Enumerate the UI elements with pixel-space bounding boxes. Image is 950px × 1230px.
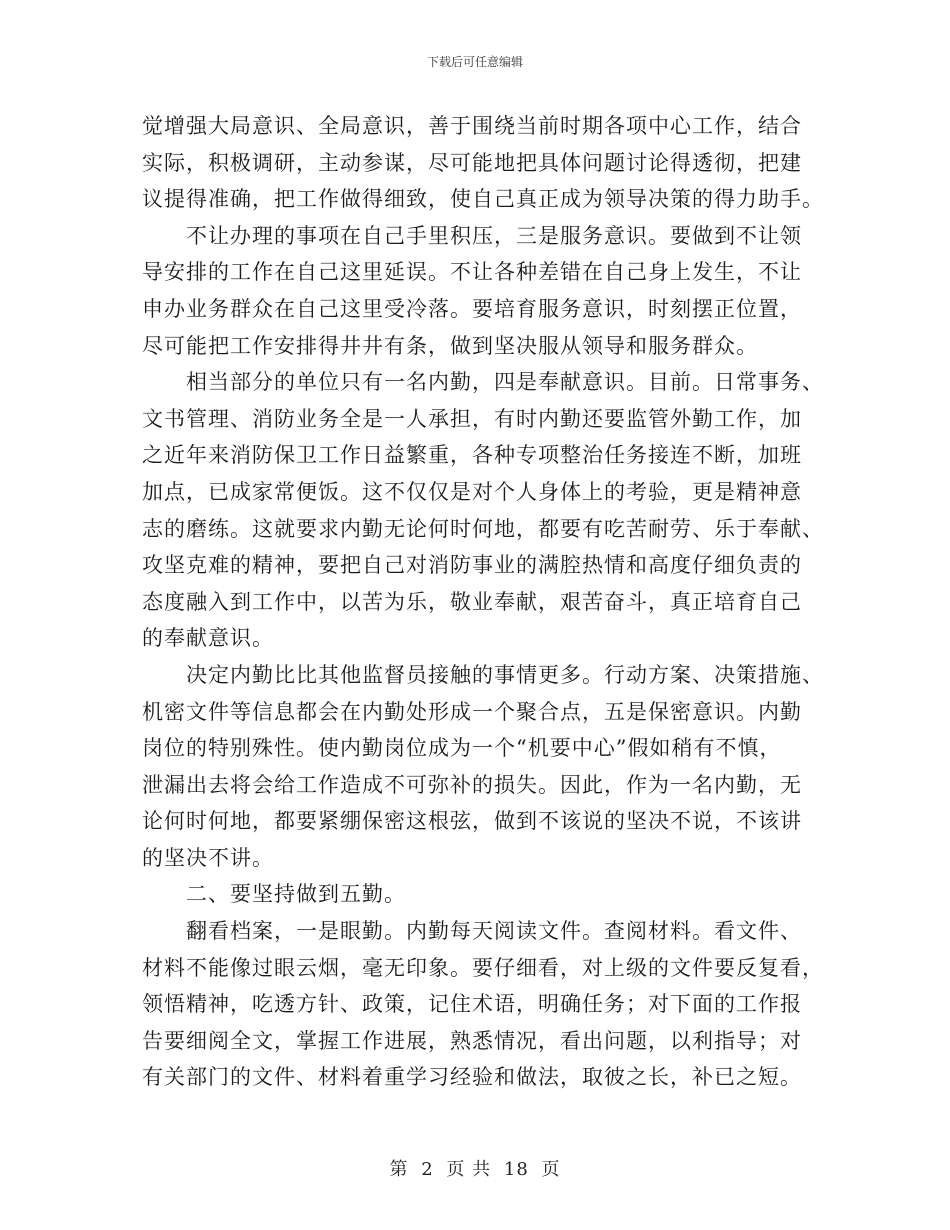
body-text (142, 108, 824, 1096)
text-line: 材料不能像过眼云烟，毫无印象。要仔细看，对上级的文件要反复看， (142, 955, 824, 980)
text-line: 攻坚克难的精神，要把自己对消防事业的满腔热情和高度仔细负责的 (142, 553, 802, 578)
text-line: 加点，已成家常便饭。这不仅仅是对个人身体上的考验，更是精神意 (142, 479, 802, 504)
footer-middle: 页 共 (446, 1159, 492, 1180)
page-number: 2 (421, 1159, 434, 1180)
text-line: 申办业务群众在自己这里受冷落。要培育服务意识，时刻摆正位置， (142, 296, 802, 321)
text-line: 导安排的工作在自己这里延误。不让各种差错在自己身上发生，不让 (142, 260, 802, 285)
text-line: 的奉献意识。 (142, 626, 274, 651)
text-line: 觉增强大局意识、全局意识，善于围绕当前时期各项中心工作，结合 (142, 114, 802, 138)
text-line: 实际，积极调研，主动参谋，尽可能地把具体问题讨论得透彻，把建 (142, 150, 802, 175)
text-line: 决定内勤比比其他监督员接触的事情更多。行动方案、决策措施、 (142, 662, 824, 687)
text-line: 态度融入到工作中，以苦为乐，敬业奉献，艰苦奋斗，真正培育自己 (142, 589, 802, 614)
text-line: 有关部门的文件、材料着重学习经验和做法，取彼之长，补已之短。 (142, 1065, 802, 1090)
text-line: 领悟精神，吃透方针、政策，记住术语，明确任务；对下面的工作报 (142, 992, 802, 1017)
document-body (142, 108, 824, 1096)
text-line: 文书管理、消防业务全是一人承担，有时内勤还要监管外勤工作，加 (142, 406, 802, 431)
total-pages: 18 (503, 1159, 529, 1180)
text-line: 二、要坚持做到五勤。 (142, 882, 406, 907)
footer-prefix: 第 (389, 1159, 409, 1180)
text-line: 论何时何地，都要紧绷保密这根弦，做到不该说的坚决不说，不该讲 (142, 809, 802, 834)
text-line: 议提得准确，把工作做得细致，使自己真正成为领导决策的得力助手。 (142, 187, 824, 212)
text-line: 不让办理的事项在自己手里积压，三是服务意识。要做到不让领 (142, 223, 802, 248)
text-line: 的坚决不讲。 (142, 845, 274, 870)
text-line: 尽可能把工作安排得井井有条，做到坚决服从领导和服务群众。 (142, 333, 758, 358)
text-line: 告要细阅全文，掌握工作进展，熟悉情况，看出问题，以利指导；对 (142, 1028, 802, 1053)
text-line: 岗位的特别殊性。使内勤岗位成为一个“机要中心”假如稍有不慎， (142, 736, 782, 761)
text-line: 机密文件等信息都会在内勤处形成一个聚合点，五是保密意识。内勤 (142, 699, 802, 724)
text-line: 志的磨练。这就要求内勤无论何时何地，都要有吃苦耐劳、乐于奉献、 (142, 516, 824, 541)
page-footer (0, 1155, 950, 1181)
text-line: 翻看档案，一是眼勤。内勤每天阅读文件。查阅材料。看文件、 (142, 919, 802, 944)
footer-suffix: 页 (541, 1159, 561, 1180)
page-header: 下载后可任意编辑 (426, 55, 523, 69)
text-line: 之近年来消防保卫工作日益繁重，各种专项整治任务接连不断，加班 (142, 443, 802, 468)
text-line: 泄漏出去将会给工作造成不可弥补的损失。因此，作为一名内勤，无 (142, 772, 802, 797)
text-line: 相当部分的单位只有一名内勤，四是奉献意识。目前。日常事务、 (142, 370, 824, 395)
